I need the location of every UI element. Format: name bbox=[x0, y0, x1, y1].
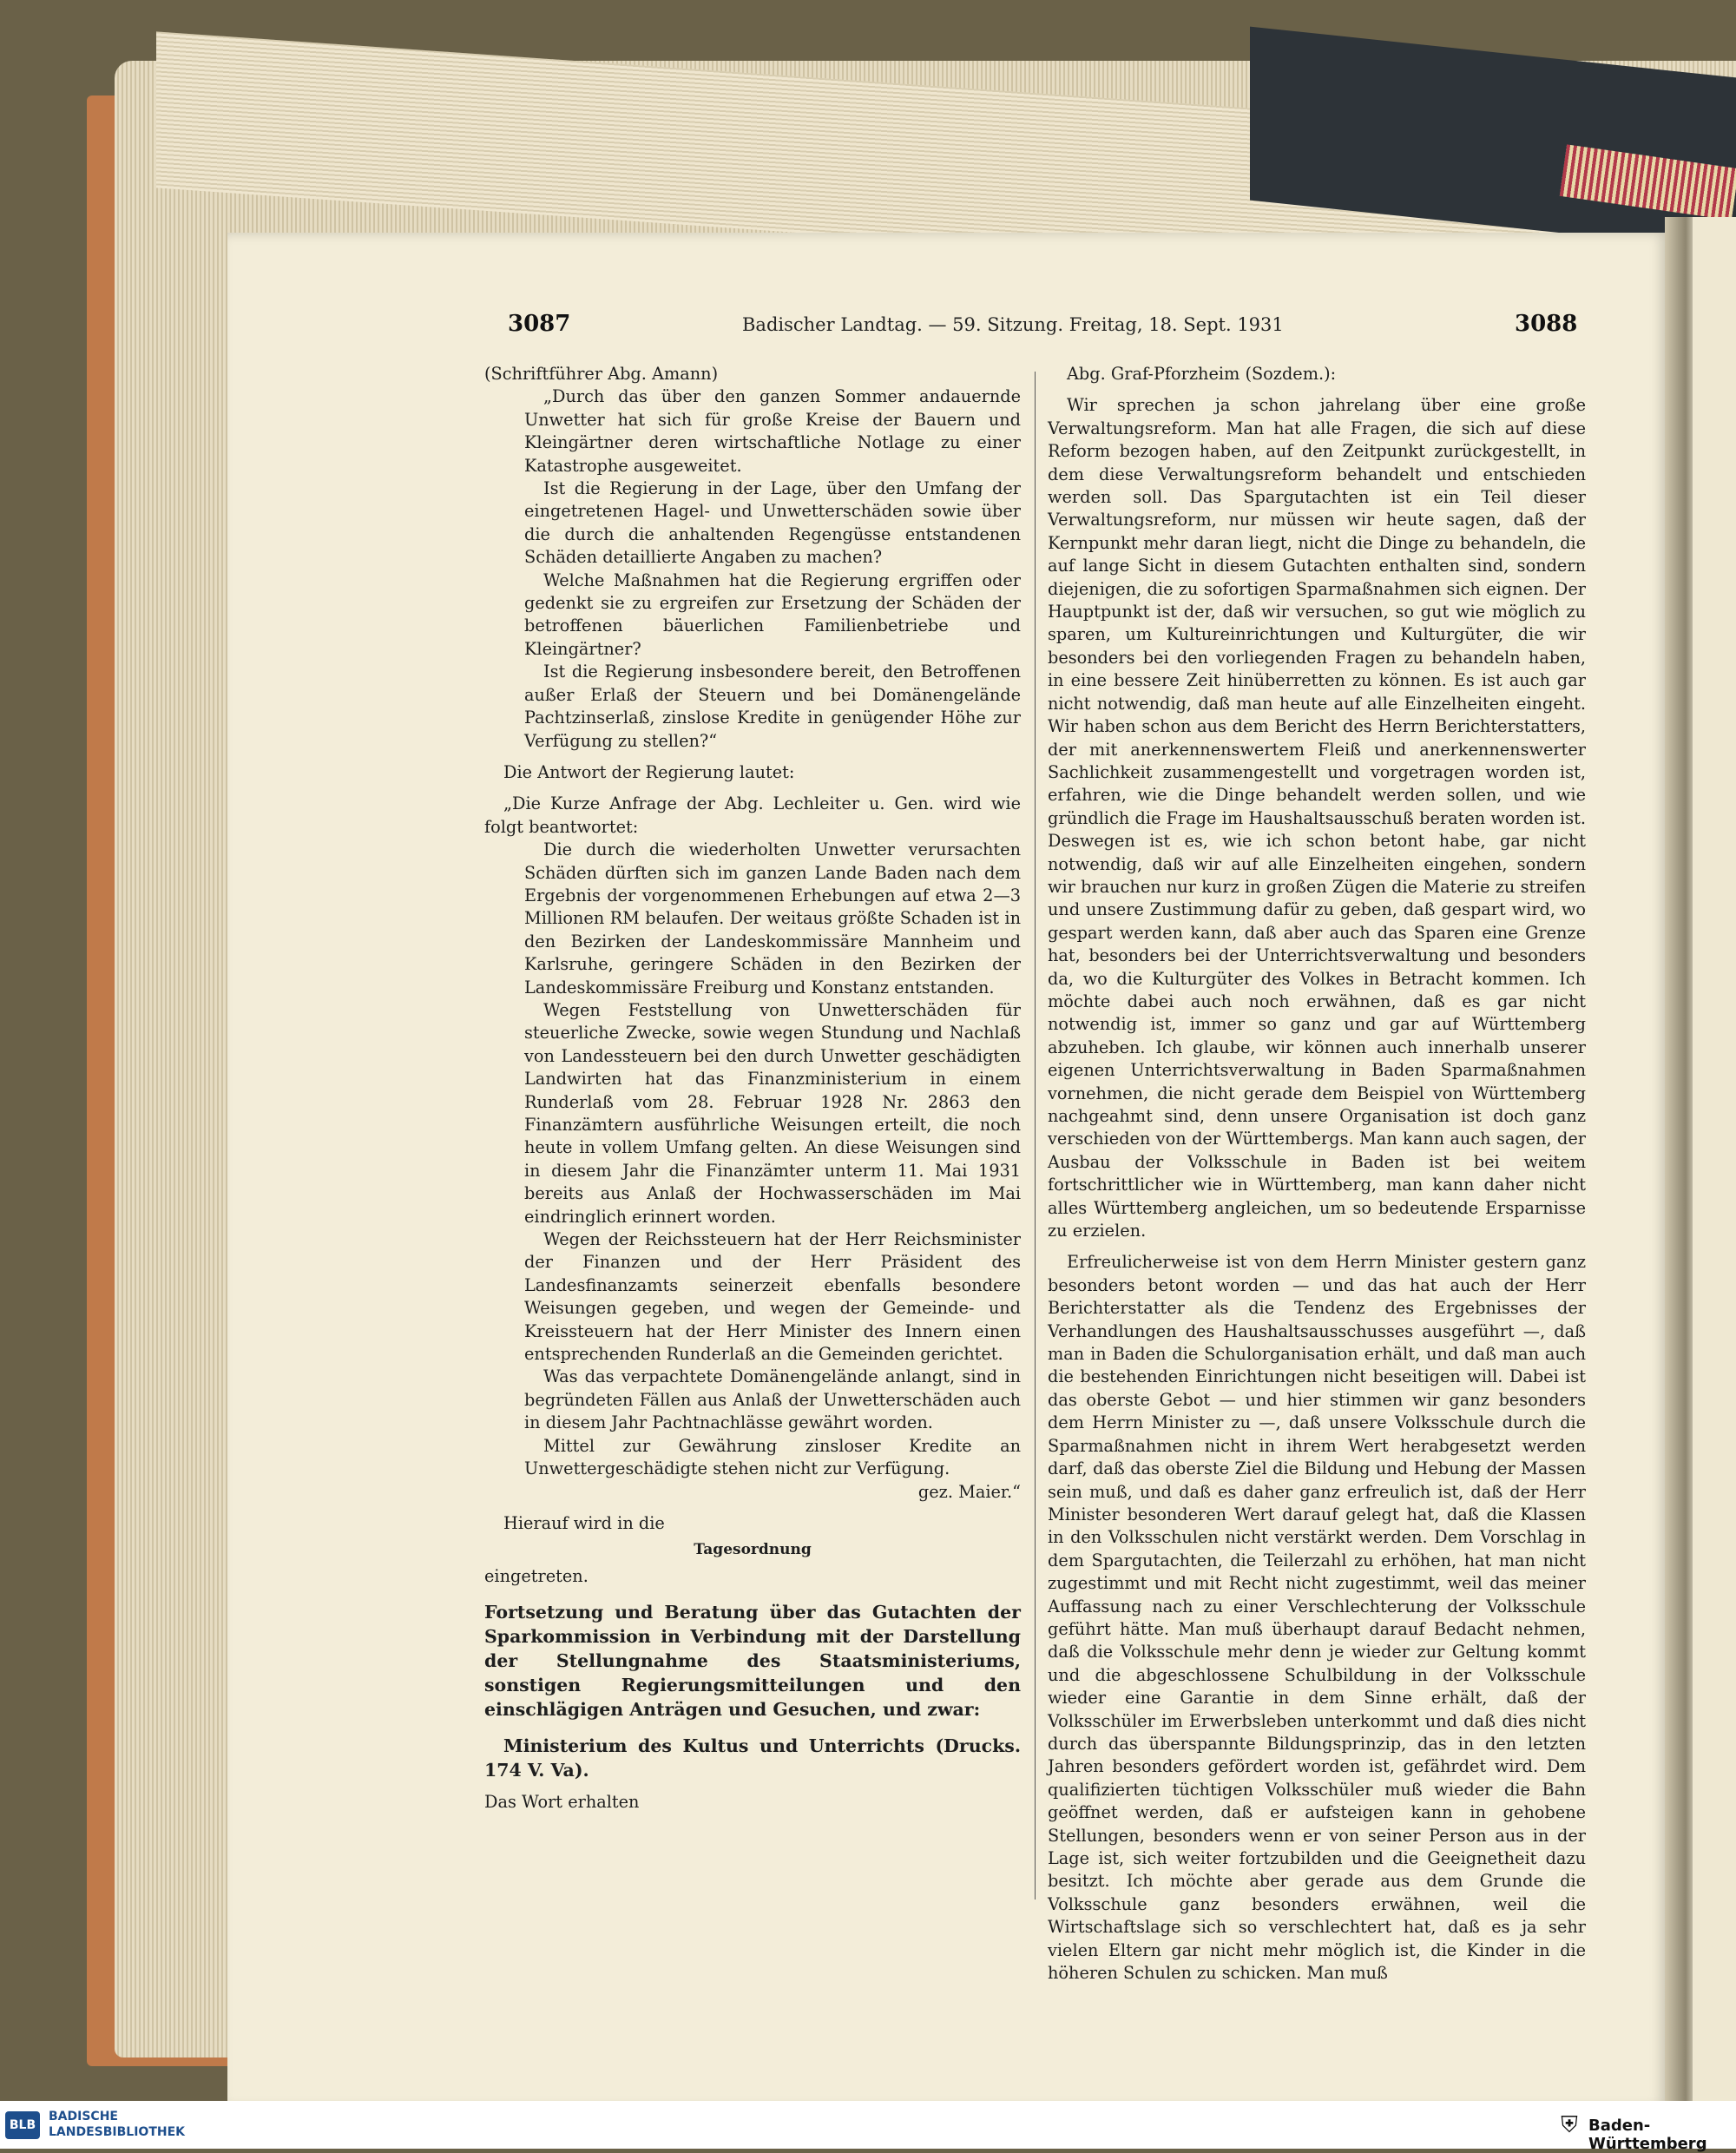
left-paragraph: „Durch das über den ganzen Sommer andauernde Unwetter hat sich für große Kreise der Bauern und Kleingärtner deren wirtschaftliche Notlage zu einer Katastrophe ausgeweitet. bbox=[524, 386, 1021, 476]
facing-page-edge bbox=[1693, 217, 1736, 2127]
agenda-subitem-title: Ministerium des Kultus und Unterrichts (Drucks. 174 V. Va). bbox=[484, 1735, 1021, 1781]
left-paragraph: Die Antwort der Regierung lautet: bbox=[503, 761, 795, 782]
left-paragraph: Die durch die wiederholten Unwetter verursachten Schäden dürften sich im ganzen Lande Baden nach dem Ergebnis der vorgenommenen Erhebungen auf etwa 2—3 Millionen RM belaufen. Der weitaus größte Schaden ist in den Bezirken der Landeskommissäre Mannheim und Karlsruhe, geringere Schäden in den Bezirken der Landeskommissäre Freiburg und Konstanz entstanden. bbox=[524, 839, 1021, 997]
page-number-left: 3087 bbox=[508, 311, 571, 337]
footer-bar bbox=[0, 2101, 1736, 2149]
state-name[interactable]: Baden-Württemberg bbox=[1588, 2117, 1707, 2153]
library-name[interactable] bbox=[49, 2109, 185, 2140]
right-paragraph: Abg. Graf-Pforzheim (Sozdem.): bbox=[1067, 364, 1337, 384]
library-name-line1: BADISCHE bbox=[49, 2110, 118, 2123]
page-number-right: 3088 bbox=[1515, 311, 1578, 337]
left-paragraph: (Schriftführer Abg. Amann) bbox=[484, 364, 719, 384]
right-paragraph: Wir sprechen ja schon jahrelang über eine große Verwaltungsreform. Man hat alle Fragen, die sich auf diese Reform bezogen haben, auf den Zeitpunkt zurückgestellt, in dem diese Verwaltungsreform behandelt und entschieden werden soll. Das Spargutachten ist ein Teil dieser Verwaltungsreform, nur müssen wir heute sagen, daß der Kernpunkt mehr daran liegt, nicht die Dinge zu behandeln, die auf lange Sicht in diesem Gutachten enthalten sind, sondern diejenigen, die zu sofortigen Sparmaßnahmen sich eignen. Der Hauptpunkt ist der, daß wir versuchen, so gut wie möglich zu sparen, um Kultureinrichtungen und Kulturgüter, die wir besonders bei den vorliegenden Fragen zu behandeln haben, in eine bessere Zeit hinüberretten zu können. Es ist auch gar nicht notwendig, daß man heute auf alle Einzelheiten eingeht. Wir haben schon aus dem Bericht des Herrn Berichterstatters, der mit anerkennenswertem Fleiß und anerkennenswerter Sachlichkeit zusammengestellt und vorgetragen worden ist, erfahren, wie die Dinge behandelt werden sollen, und wie gründlich die Frage im Haushaltsausschuß beraten worden ist. Deswegen ist es, wie ich schon betont habe, gar nicht notwendig, daß wir auf alle Einzelheiten eingehen, sondern wir brauchen nur kurz in großen Zügen die Materie zu streifen und unsere Zustimmung dafür zu geben, daß gespart wird, wo gespart werden kann, daß aber auch das Sparen eine Grenze hat, besonders bei der Unterrichtsverwaltung und besonders da, wo die Kulturgüter des Volkes in Betracht kommen. Ich möchte dabei auch noch erwähnen, daß es gar nicht notwendig ist, immer so ganz und gar auf Württemberg abzuheben. Ich glaube, wir können auch innerhalb unserer eigenen Unterrichtsverwaltung in Baden Sparmaßnahmen vornehmen, die nicht gerade dem Beispiel von Württemberg nachgeahmt sind, denn unsere Organisation ist doch ganz verschieden von der Württembergs. Man kann auch sagen, der Ausbau der Volksschule in Baden ist bei weitem fortschrittlicher wie in Württemberg, man kann daher nicht alles Württemberg angleichen, um so bedeutende Ersparnisse zu erzielen. bbox=[1048, 395, 1586, 1241]
left-paragraph: eingetreten. bbox=[484, 1565, 589, 1586]
column-divider bbox=[1035, 372, 1036, 1900]
right-text-column bbox=[1048, 363, 1586, 1985]
left-paragraph: Das Wort erhalten bbox=[484, 1792, 640, 1813]
left-paragraph: Welche Maßnahmen hat die Regierung ergriffen oder gedenkt sie zu ergreifen zur Ersetzung der Schäden der betroffenen bäuerlichen Familienbetriebe und Kleingärtner? bbox=[524, 570, 1021, 659]
left-paragraph: Ist die Regierung in der Lage, über den Umfang der eingetretenen Hagel- und Unwetterschäden sowie über die durch die anhaltenden Regengüsse entstandenen Schäden detaillierte Angaben zu machen? bbox=[524, 478, 1021, 568]
left-paragraph: Wegen Feststellung von Unwetterschäden für steuerliche Zwecke, sowie wegen Stundung und Nachlaß von Landessteuern bei den durch Unwetter geschädigten Landwirten hat das Finanzministerium in einem Runderlaß vom 28. Februar 1928 Nr. 2863 den Finanzämtern ausführliche Weisungen erteilt, die noch heute in vollem Umfang gelten. An diese Weisungen sind in diesem Jahr die Finanzämter unterm 11. Mai 1931 bereits aus Anlaß der Hochwasserschäden im Mai eindringlich erinnert worden. bbox=[524, 999, 1021, 1227]
signature-line: gez. Maier.“ bbox=[917, 1481, 1021, 1502]
left-text-column bbox=[484, 363, 1021, 1814]
left-paragraph: Wegen der Reichssteuern hat der Herr Reichsminister der Finanzen und der Herr Präsident des Landesfinanzamts seinerzeit ebenfalls besondere Weisungen gegeben, und wegen der Gemeinde- und Kreissteuern hat der Herr Minister des Innern einen entsprechenden Runderlaß an die Gemeinden gerichtet. bbox=[524, 1229, 1021, 1365]
blb-logo[interactable]: BLB bbox=[5, 2111, 40, 2139]
library-name-line2: LANDESBIBLIOTHEK bbox=[49, 2125, 186, 2139]
running-title: Badischer Landtag. — 59. Sitzung. Freitag, 18. Sept. 1931 bbox=[742, 314, 1284, 335]
agenda-heading: Tagesordnung bbox=[694, 1541, 812, 1559]
left-paragraph: Hierauf wird in die bbox=[503, 1512, 665, 1533]
left-paragraph: Ist die Regierung insbesondere bereit, den Betroffenen außer Erlaß der Steuern und bei Domänengelände Pachtzinserlaß, zinslose Kredite in genügender Höhe zur Verfügung zu stellen?“ bbox=[524, 662, 1021, 751]
left-paragraph: „Die Kurze Anfrage der Abg. Lechleiter u. Gen. wird wie folgt beantwortet: bbox=[484, 793, 1021, 837]
coat-of-arms-icon: ⛨ bbox=[1561, 2112, 1578, 2138]
agenda-item-title: Fortsetzung und Beratung über das Gutachten der Sparkommission in Verbindung mit der Darstellung der Stellungnahme des Staatsministeriums, sonstigen Regierungsmitteilungen und den einschlägigen Anträgen und Gesuchen, und zwar: bbox=[484, 1602, 1021, 1721]
left-paragraph: Mittel zur Gewährung zinsloser Kredite an Unwettergeschädigte stehen nicht zur Verfügung. bbox=[524, 1435, 1021, 1479]
left-paragraph: Was das verpachtete Domänengelände anlangt, sind in begründeten Fällen aus Anlaß der Unwetterschäden auch in diesem Jahr Pachtnachlässe gewährt worden. bbox=[524, 1366, 1021, 1433]
right-paragraph: Erfreulicherweise ist von dem Herrn Minister gestern ganz besonders betont worden — und das hat auch der Herr Berichterstatter als die Tendenz des Ergebnisses der Verhandlungen des Haushaltsausschusses ausgeführt —, daß man in Baden die Schulorganisation erhält, und daß man auch die bestehenden Einrichtungen nicht beseitigen will. Dabei ist das oberste Gebot — und hier stimmen wir ganz besonders dem Herrn Minister zu —, daß unsere Volksschule durch die Sparmaßnahmen nicht in ihrem Wert herabgesetzt werden darf, daß das oberste Ziel die Bildung und Hebung der Massen sein muß, und daß es daher ganz erfreulich ist, daß der Herr Minister besonderen Wert darauf gelegt hat, daß die Klassen in den Volksschulen nicht verstärkt werden. Dem Vorschlag in dem Spargutachten, die Teilerzahl zu erhöhen, hat man nicht zugestimmt und mit Recht nicht zugestimmt, weil das meiner Auffassung nach zu einer Verschlechterung der Volksschule geführt hätte. Man muß überhaupt darauf Bedacht nehmen, daß die Volksschule mehr denn je wieder zur Geltung kommt und die abgeschlossene Schulbildung in der Volksschule wieder eine Garantie in dem Sinne erhält, daß der Volksschüler im Erwerbsleben unterkommt und daß dies nicht durch das überspannte Bildungsprinzip, das in den letzten Jahren besonders gefördert worden ist, gefährdet wird. Dem qualifizierten tüchtigen Volksschüler muß wieder die Bahn geöffnet werden, daß er aufsteigen kann in gehobene Stellungen, besonders wenn er von seiner Person aus in der Lage ist, sich weiter fortzubilden und die Geeignetheit dazu besitzt. Ich möchte aber gerade aus dem Grunde die Volksschule ganz besonders erwähnen, weil die Wirtschaftslage sich so verschlechtert hat, daß es ja sehr vielen Eltern gar nicht mehr möglich ist, die Kinder in die höheren Schulen zu schicken. Man muß bbox=[1048, 1252, 1586, 1984]
